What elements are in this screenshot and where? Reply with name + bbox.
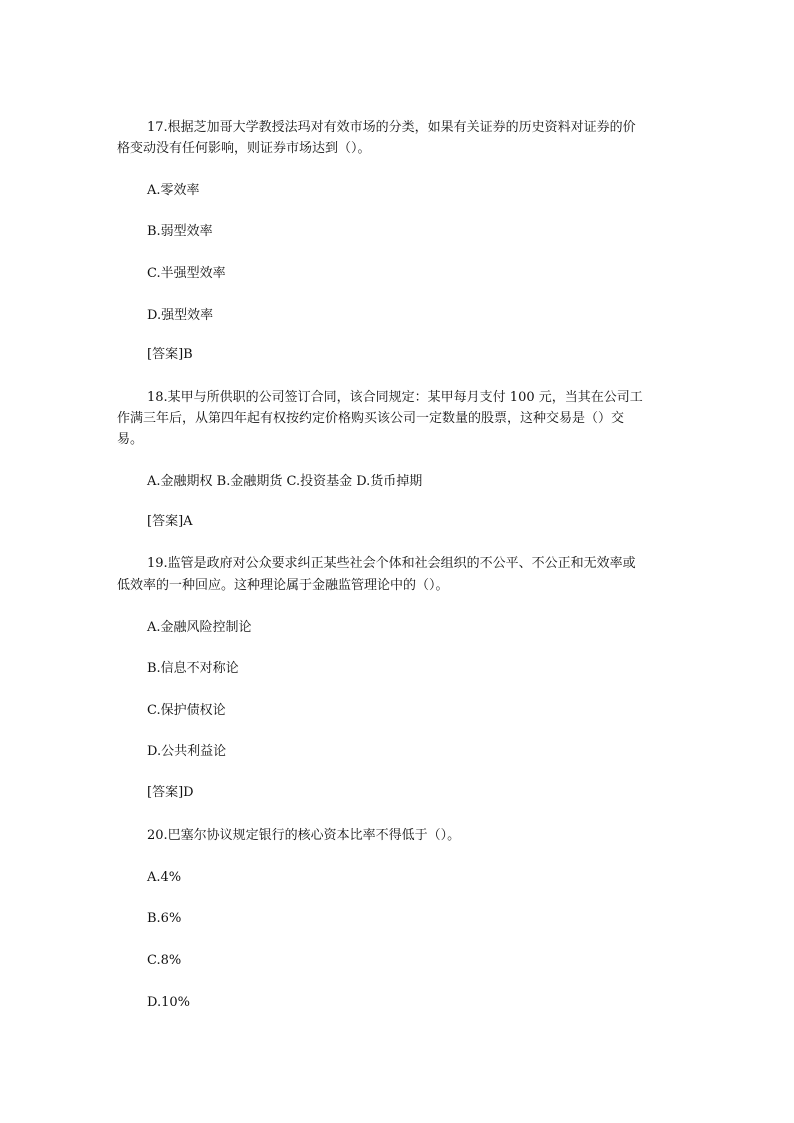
- question-20-option-b: B.6%: [147, 911, 182, 926]
- question-19-option-c: C.保护债权论: [147, 703, 226, 718]
- question-18-options: A.金融期权 B.金融期货 C.投资基金 D.货币掉期: [147, 474, 423, 489]
- question-19-stem-line-2: 低效率的一种回应。这种理论属于金融监管理论中的（）。: [117, 578, 449, 593]
- question-19-option-b: B.信息不对称论: [147, 661, 239, 676]
- question-20-option-d: D.10%: [147, 995, 190, 1010]
- question-18-stem-line-1: 18.某甲与所供职的公司签订合同，该合同规定：某甲每月支付 100 元，当其在公司工: [147, 390, 643, 405]
- question-20-option-c: C.8%: [147, 953, 182, 968]
- question-17-answer: [答案]B: [147, 347, 193, 362]
- question-19-option-a: A.金融风险控制论: [147, 620, 252, 635]
- question-17-stem-line-2: 格变动没有任何影响，则证券市场达到（）。: [117, 141, 371, 156]
- question-20-stem-line-1: 20.巴塞尔协议规定银行的核心资本比率不得低于（）。: [147, 828, 461, 843]
- question-17-option-a: A.零效率: [147, 183, 200, 198]
- question-17-option-b: B.弱型效率: [147, 224, 213, 239]
- question-20-option-a: A.4%: [147, 870, 182, 885]
- question-19-option-d: D.公共利益论: [147, 744, 227, 759]
- question-18-stem-line-2: 作满三年后，从第四年起有权按约定价格购买该公司一定数量的股票，这种交易是（）交: [117, 411, 625, 426]
- question-17-option-c: C.半强型效率: [147, 266, 226, 281]
- question-18-stem-line-3: 易。: [117, 432, 144, 447]
- question-17-stem-line-1: 17.根据芝加哥大学教授法玛对有效市场的分类，如果有关证券的历史资料对证券的价: [147, 120, 636, 135]
- question-17-option-d: D.强型效率: [147, 308, 214, 323]
- question-18-answer: [答案]A: [147, 514, 193, 529]
- question-19-stem-line-1: 19.监管是政府对公众要求纠正某些社会个体和社会组织的不公平、不公正和无效率或: [147, 556, 636, 571]
- question-19-answer: [答案]D: [147, 785, 194, 800]
